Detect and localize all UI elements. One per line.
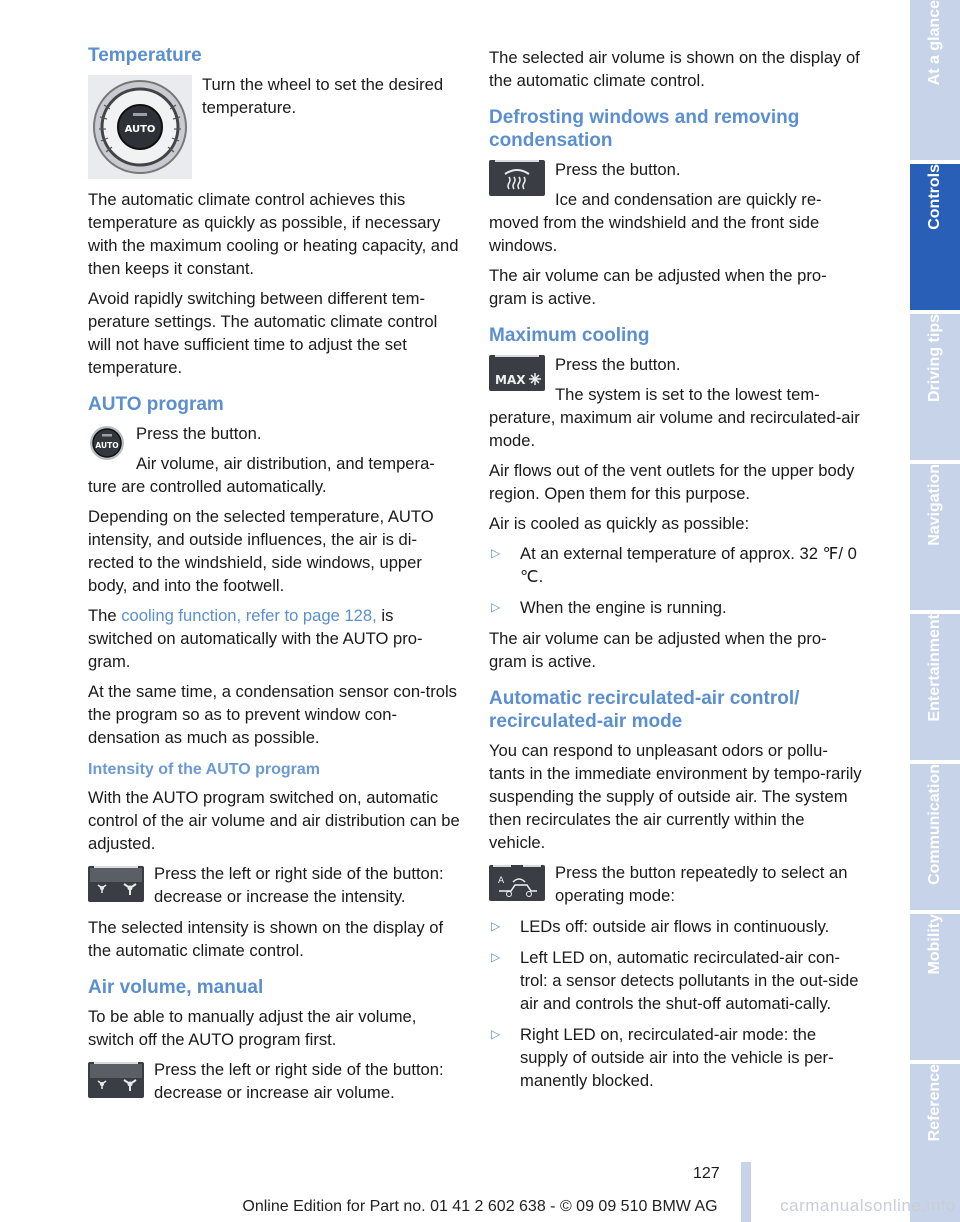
tab-mobility[interactable]: Mobility (910, 914, 960, 1060)
svg-text:AUTO: AUTO (95, 441, 119, 450)
auto-button-icon (88, 424, 126, 467)
fan-button-icon (88, 1062, 144, 1103)
left-column (88, 44, 462, 1112)
bullet-marker: ▷ (491, 600, 501, 614)
intensity-button-row (88, 862, 462, 908)
tab-controls[interactable]: Controls (910, 164, 960, 310)
auto-paragraph-2: Depending on the selected temperature, AUTO intensity, and outside influences, the air is di-rected to the windshield, side windows, upper body, and into the footwell. (88, 507, 434, 595)
air-volume-paragraph-1: To be able to manually adjust the air volume, switch off the AUTO program first. (88, 1007, 417, 1049)
auto-program-heading: AUTO program (88, 394, 224, 415)
recirc-button-text: Press the button repeatedly to select an operating mode: (555, 863, 848, 905)
svg-text:A: A (498, 876, 505, 886)
svg-text:MAX: MAX (495, 373, 526, 387)
temperature-paragraph-1: The automatic climate control achieves this temperature as quickly as possible, if necessary with the maximum cooling or heating capacity, and then keeps it constant. (88, 190, 459, 278)
tab-communication[interactable]: Communication (910, 764, 960, 910)
air-volume-heading: Air volume, manual (88, 977, 264, 998)
bullet-marker: ▷ (491, 919, 501, 933)
max-paragraph-4: The air volume can be adjusted when the pro-gram is active. (489, 629, 827, 671)
auto-paragraph-1: Air volume, air distribution, and tempera-ture are controlled automatically. (88, 454, 435, 496)
tab-driving-tips[interactable]: Driving tips (910, 314, 960, 460)
auto-paragraph-3: The cooling function, refer to page 128, is switched on automatically with the AUTO pro-gram. (88, 606, 423, 671)
defrost-paragraph-2: The air volume can be adjusted when the pro-gram is active. (489, 266, 827, 308)
fan-button-icon (88, 866, 144, 907)
max-press-text: Press the button. (555, 355, 681, 374)
max-paragraph-2: Air flows out of the vent outlets for the upper body region. Open them for this purpose. (489, 461, 855, 503)
auto-press-text: Press the button. (136, 424, 262, 443)
air-volume-button-text: Press the left or right side of the button: decrease or increase air volume. (154, 1060, 444, 1102)
chapter-tabs (908, 0, 960, 1222)
right-column (489, 46, 863, 1100)
footer-text: Online Edition for Part no. 01 41 2 602 638 - © 09 09 510 BMW AG (242, 1198, 718, 1215)
intensity-paragraph-1: With the AUTO program switched on, automatic control of the air volume and air distribution can be adjusted. (88, 788, 460, 853)
air-volume-display-text: The selected air volume is shown on the display of the automatic climate control. (489, 48, 860, 90)
tab-entertainment[interactable]: Entertainment (910, 614, 960, 760)
defrost-press-text: Press the button. (555, 160, 681, 179)
max-paragraph-1: The system is set to the lowest tem-perature, maximum air volume and recirculated-air mode. (489, 385, 860, 450)
list-item: ▷ When the engine is running. (491, 598, 727, 617)
auto-paragraph-4: At the same time, a condensation sensor con-trols the program so as to prevent window con-densation as much as possible. (88, 682, 457, 747)
recirc-button-row (489, 861, 863, 907)
max-button-icon (489, 355, 545, 396)
list-item: ▷ Left LED on, automatic recirculated-air con-trol: a sensor detects pollutants in the out-side air and controls the shut-off automati-cally. (491, 948, 859, 1013)
bullet-marker: ▷ (491, 1027, 501, 1041)
recirc-bullet-list (489, 915, 863, 1092)
temperature-dial-image (88, 75, 192, 184)
defrost-paragraph-1: Ice and condensation are quickly re-moved from the windshield and the front side windows. (489, 190, 822, 255)
temperature-heading: Temperature (88, 45, 202, 66)
intensity-heading: Intensity of the AUTO program (88, 761, 321, 778)
defrost-heading: Defrosting windows and removing condensation (489, 107, 800, 151)
cooling-function-link[interactable]: cooling function, refer to page 128, (121, 606, 377, 625)
list-item: ▷ At an external temperature of approx. 32 ℉/ 0 ℃. (491, 544, 857, 586)
max-bullet-list (489, 542, 863, 619)
svg-text:AUTO: AUTO (124, 124, 156, 135)
tab-reference[interactable]: Reference (910, 1064, 960, 1222)
recirc-button-icon (489, 865, 545, 906)
temperature-paragraph-2: Avoid rapidly switching between different tem-perature settings. The automatic climate control will not have sufficient time to adjust the set temperature. (88, 289, 438, 377)
intensity-button-text: Press the left or right side of the button: decrease or increase the intensity. (154, 864, 444, 906)
temperature-intro: Turn the wheel to set the desired temperature. (202, 75, 444, 117)
intensity-paragraph-2: The selected intensity is shown on the display of the automatic climate control. (88, 918, 444, 960)
bullet-marker: ▷ (491, 546, 501, 560)
list-item: ▷ Right LED on, recirculated-air mode: the supply of outside air into the vehicle is per-manently blocked. (491, 1025, 834, 1090)
tab-navigation[interactable]: Navigation (910, 464, 960, 610)
page-number: 127 (693, 1165, 720, 1182)
max-cooling-heading: Maximum cooling (489, 325, 650, 346)
max-paragraph-3: Air is cooled as quickly as possible: (489, 514, 750, 533)
watermark: carmanualsonline.info (780, 1196, 956, 1215)
defrost-button-icon (489, 160, 545, 201)
list-item: ▷ LEDs off: outside air flows in continuously. (491, 917, 830, 936)
air-volume-button-row (88, 1058, 462, 1104)
tab-at-a-glance[interactable]: At a glance (910, 0, 960, 160)
bullet-marker: ▷ (491, 950, 501, 964)
recirc-paragraph-1: You can respond to unpleasant odors or pollu-tants in the immediate environment by tempo-rarily suspending the supply of outside air. The system then recirculates the air currently within the vehicle. (489, 741, 862, 852)
recirc-heading: Automatic recirculated-air control/ recirculated-air mode (489, 688, 800, 732)
